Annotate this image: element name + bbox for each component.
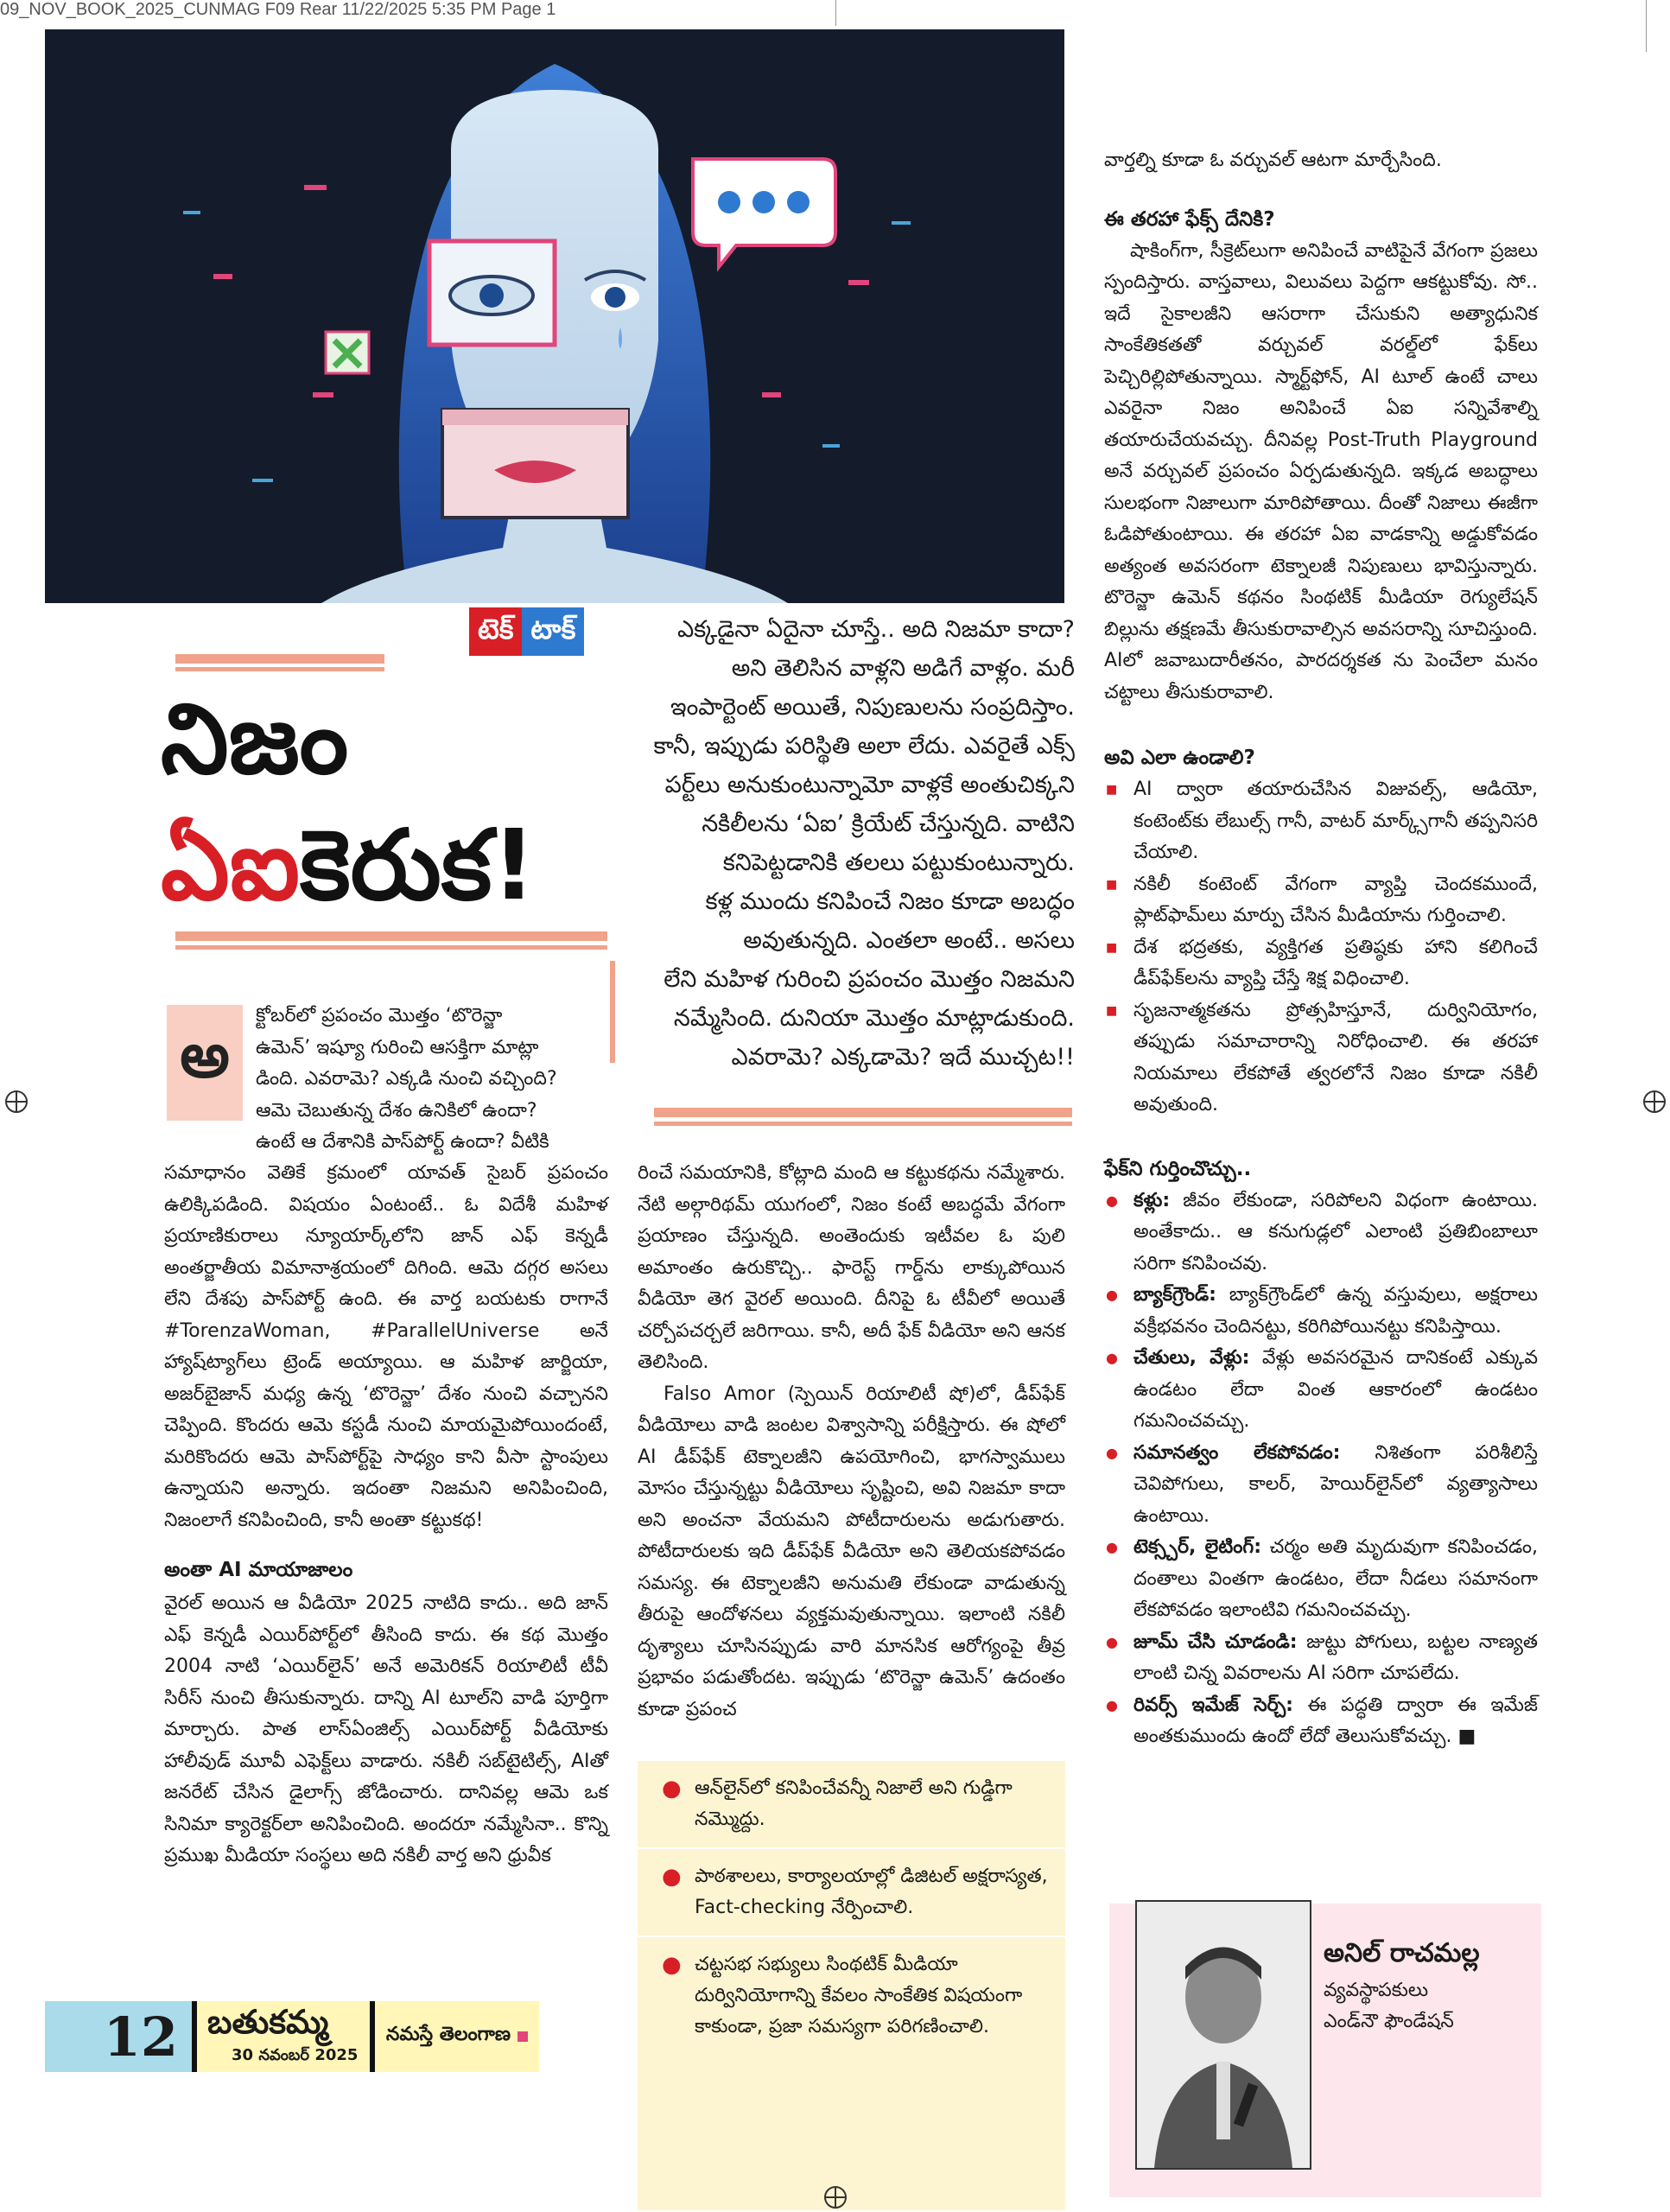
author-role: వ్యవస్థాపకులు <box>1324 1980 1429 2001</box>
detect-value: బ్యాక్‌గ్రౌండ్‌లో ఉన్న వస్తువులు, అక్షరాలు వక్రీభవనం చెందినట్టు, కరిగిపోయినట్టు కనిపిస్తాయి. <box>1133 1284 1538 1338</box>
col3-intro: వార్తల్ని కూడా ఓ వర్చువల్‌ ఆటగా మార్చేసింది. <box>1104 149 1442 171</box>
rules-list <box>1104 774 1538 1122</box>
newspaper-name: నమస్తే తెలంగాణ <box>385 2024 511 2045</box>
pull-line: నకిలీలను ‘ఏఐ’ క్రియేట్‌ చేస్తున్నది. వాటిని <box>702 810 1075 837</box>
col3-para1: షాకింగ్‌గా, సీక్రెట్‌లుగా అనిపించే వాటిపైనే వేగంగా ప్రజలు స్పందిస్తారు. వాస్తవాలు, విలువలు పెద్దగా ఆకట్టుకోవు. సో.. ఇదే సైకాలజీని ఆసరాగా చేసుకుని అత్యాధునిక సాంకేతికతతో వర్చువల్‌ వరల్డ్‌లో ఫేక్‌లు పెచ్చిరిల్లిపోతున్నాయి. స్మార్ట్‌ఫోన్‌, AI టూల్‌ ఉంటే చాలు ఎవరైనా నిజం అనిపించే ఏఐ సన్నివేశాల్ని తయారుచేయవచ్చు. దీనివల్ల Post-Truth Playground అనే వర్చువల్‌ ప్రపంచం ఏర్పడుతున్నది. ఇక్కడ అబద్ధాలు సులభంగా నిజాలుగా మారిపోతాయి. దీంతో నిజాలు ఈజీగా ఓడిపోతుంటాయి. ఈ తరహా ఏఐ వాడకాన్ని అడ్డుకోవడం అత్యంత అవసరంగా టెక్నాలజీ నిపుణులు భావిస్తున్నారు. టొరెన్జా ఉమెన్‌ కథనం సింథటిక్‌ మీడియా రెగ్యులేషన్‌ బిల్లును తక్షణమే తీసుకురావాల్సిన అవసరాన్ని సూచిస్తుంది. AIలో జవాబుదారీతనం, పారదర్శకత ను పెంచేలా మనం చట్టాలు తీసుకురావాలి. <box>1104 239 1538 703</box>
intro-lines <box>256 1001 608 1159</box>
col1-subheading: అంతా AI మాయాజాలం <box>164 1559 353 1581</box>
author-name: అనిల్‌ రాచమల్ల <box>1324 1938 1480 1968</box>
col2-para2: Falso Amor (స్పెయిన్‌ రియాలిటీ షో)లో, డీప్‌ఫేక్‌ వీడియోలు వాడి జంటల విశ్వాసాన్ని పరీక్షిస్తారు. ఈ షోలో AI డీప్‌ఫేక్‌ టెక్నాలజీని ఉపయోగించి, భాగస్వాములు మోసం చేస్తున్నట్టు వీడియోలు సృష్టించి, అవి నిజమా కాదా అని అంచనా వేయమని పోటీదారులను అడుగుతారు. పోటీదారులకు ఇది డీప్‌ఫేక్‌ వీడియో అని తెలియకపోవడం సమస్య. ఈ టెక్నాలజీని అనుమతి లేకుండా వాడుతున్న తీరుపై ఆందోళనలు వ్యక్తమవుతున్నాయి. ఇలాంటి నకిలీ దృశ్యాలు చూసినప్పుడు వారి మానసిక ఆరోగ్యంపై తీవ్ర ప్రభావం పడుతోందట. ఇప్పుడు ‘టొరెన్జా ఉమెన్‌’ ఉదంతం కూడా ప్రపంచ <box>638 1382 1065 1720</box>
col3-subheading-1: ఈ తరహా ఫేక్స్‌ దేనికి? <box>1104 207 1275 231</box>
column-2 <box>638 1158 1065 1726</box>
rule-item: ■ దేశ భద్రతకు, వ్యక్తిగత ప్రతిష్ఠకు హాని కలిగించే డీప్‌ఫేక్‌లను వ్యాప్తి చేస్తే శిక్ష విధించాలి. <box>1104 932 1538 995</box>
intro-line: ఉంటే ఆ దేశానికి పాస్‌పోర్ట్‌ ఉందా? వీటికి <box>256 1131 549 1153</box>
pull-line: అని తెలిసిన వాళ్లని అడిగే వాళ్లం. మరీ <box>731 655 1075 682</box>
tag-part2: టాక్ <box>522 607 584 656</box>
tip-item: ● పాఠశాలలు, కార్యాలయాల్లో డిజిటల్‌ అక్షరాస్యత, Fact-checking నేర్పించాలి. <box>638 1849 1065 1937</box>
pull-line: లేని మహిళ గురించి ప్రపంచం మొత్తం నిజమని <box>664 966 1075 993</box>
pull-line: కనిపెట్టడానికి తలలు పట్టుకుంటున్నారు. <box>722 849 1075 876</box>
detect-value: నిశితంగా పరిశీలిస్తే చెవిపోగులు, కాలర్‌, హెయిర్‌లైన్‌లో వ్యత్యాసాలు ఉంటాయి. <box>1133 1441 1538 1527</box>
detect-key: సమానత్వం లేకపోవడం: <box>1133 1441 1341 1464</box>
tip-text: చట్టసభ సభ్యులు సింథటిక్‌ మీడియా దుర్వినియోగాన్ని కేవలం సాంకేతిక విషయంగా కాకుండా, ప్రజా సమస్యగా పరిగణించాలి. <box>695 1954 1023 2037</box>
pull-line: ఎవరామె? ఎక్కడామె? ఇదే ముచ్చట!! <box>731 1044 1075 1071</box>
headline-rest: కెరుక! <box>300 810 537 922</box>
detect-list <box>1104 1185 1538 1753</box>
pull-rule-thin <box>654 1122 1072 1126</box>
column-1 <box>164 1158 608 1872</box>
issue-date: 30 నవంబర్‌ 2025 <box>232 2046 359 2064</box>
pull-accent-bar <box>610 961 615 1063</box>
headline-red: ఏఐ <box>161 810 301 922</box>
detect-item <box>1104 1280 1538 1343</box>
footer-page-block <box>45 2001 192 2072</box>
author-org: ఎండ్‌నౌ ఫౌండేషన్‌ <box>1324 2011 1454 2032</box>
headline-rule-top <box>175 654 384 664</box>
col1-para2: వైరల్‌ అయిన ఆ వీడియో 2025 నాటిది కాదు.. అది జాన్‌ ఎఫ్‌ కెన్నడీ ఎయిర్‌పోర్ట్‌లో తీసింది కాదు. ఈ కథ మొత్తం 2004 నాటి ‘ఎయిర్‌లైన్‌’ అనే అమెరికన్‌ రియాలిటీ టీవీ సిరీస్‌ నుంచి తీసుకున్నారు. దాన్ని AI టూల్‌ని వాడి పూర్తిగా మార్చారు. పాత లాస్‌ఏంజిల్స్‌ ఎయిర్‌పోర్ట్‌ వీడియోకు హాలీవుడ్‌ మూవీ ఎఫెక్ట్‌లు వాడారు. నకిలీ సబ్‌టైటిల్స్‌, AIతో జనరేట్‌ చేసిన డైలాగ్స్‌ జోడించారు. దానివల్ల ఆమె ఒక సినిమా క్యారెక్టర్‌లా అనిపించింది. అందరూ నమ్మేసినా.. కొన్ని ప్రముఖ మీడియా సంస్థలు అది నకిలీ వార్త అని ధ్రువీక <box>164 1592 608 1866</box>
tip-item: ● చట్టసభ సభ్యులు సింథటిక్‌ మీడియా దుర్వినియోగాన్ని కేవలం సాంకేతిక విషయంగా కాకుండా, ప్రజా సమస్యగా పరిగణించాలి. <box>662 1952 1023 2037</box>
detect-value: జీవం లేకుండా, సరిపోలని విధంగా ఉంటాయి. అంతేకాదు.. ఆ కనుగుడ్లలో ఎలాంటి ప్రతిబింబాలూ సరిగా కనిపించవు. <box>1133 1189 1538 1274</box>
crop-mark <box>835 0 836 26</box>
section-tag <box>469 607 584 656</box>
print-slug: 09_NOV_BOOK_2025_CUNMAG F09 Rear 11/22/2025 5:35 PM Page 1 <box>0 0 556 19</box>
detect-key: టెక్స్చర్‌, లైటింగ్‌: <box>1133 1536 1261 1558</box>
page-footer <box>45 2001 606 2072</box>
tag-part1: టెక్ <box>469 607 522 656</box>
detect-item <box>1104 1627 1538 1690</box>
detect-item <box>1104 1690 1538 1753</box>
magazine-name: బతుకమ్మ <box>207 2003 329 2041</box>
detect-value: చర్మం అతి మృదువుగా కనిపించడం, దంతాలు వింతగా ఉండటం, లేదా నీడలు సమానంగా లేకపోవడం ఇలాంటివి గమనించవచ్చు. <box>1133 1536 1539 1621</box>
tips-box <box>638 1761 1065 2210</box>
detect-item <box>1104 1532 1538 1627</box>
col3-subheading-3: ఫేక్‌ని గుర్తించొచ్చు.. <box>1104 1157 1252 1180</box>
pull-line: పర్ట్‌లు అనుకుంటున్నామో వాళ్లకే అంతుచిక్కని <box>664 772 1075 798</box>
author-portrait <box>1137 1902 1310 2168</box>
registration-mark-icon <box>3 1089 29 1115</box>
intro-line: క్టోబర్‌లో ప్రపంచం మొత్తం ‘టొరెన్జా <box>256 1005 503 1027</box>
footer-square <box>518 2031 528 2042</box>
pull-line: కళ్ల ముందు కనిపించే నిజం కూడా అబద్ధం <box>705 888 1075 915</box>
woman-face-deepfake-illustration <box>45 29 1064 603</box>
detect-item <box>1104 1438 1538 1533</box>
detect-key: చేతులు, వేళ్లు: <box>1133 1347 1250 1369</box>
col1-para1: సమాధానం వెతికే క్రమంలో యావత్‌ సైబర్‌ ప్రపంచం ఉలిక్కిపడింది. విషయం ఏంటంటే.. ఓ విదేశీ మహిళ ప్రయాణికురాలు న్యూయార్క్‌లోని జాన్‌ ఎఫ్‌ కెన్నడీ అంతర్జాతీయ విమానాశ్రయంలో దిగింది. ఆమె దగ్గర అసలు లేని దేశపు పాస్‌పోర్ట్‌ ఉంది. ఈ వార్త బయటకు రాగానే #TorenzaWoman, #ParallelUniverse అనే హ్యాష్‌ట్యాగ్‌లు ట్రెండ్‌ అయ్యాయి. ఆ మహిళ జార్జియా, అజర్‌బైజాన్‌ మధ్య ఉన్న ‘టొరెన్జా’ దేశం నుంచి వచ్చానని చెప్పింది. కొందరు ఆమె కస్టడీ నుంచి మాయమైపోయిందంటే, మరికొందరు ఆమె పాస్‌పోర్ట్‌పై సాధ్యం కాని వీసా స్టాంపులు ఉన్నాయని అన్నారు. ఇదంతా నిజమని అనిపించింది, నిజంలాగే కనిపించింది, కానీ అంతా కట్టుకథ! <box>164 1162 608 1531</box>
intro-line: డింది. ఎవరామె? ఎక్కడి నుంచి వచ్చింది? <box>256 1068 557 1090</box>
registration-mark-icon <box>822 2184 848 2210</box>
footer-magazine-block <box>197 2001 370 2072</box>
rule-item: ■ సృజనాత్మకతను ప్రోత్సహిస్తూనే, దుర్వినియోగం, తప్పుడు సమాచారాన్ని నిరోధించాలి. ఈ తరహా నియమాలు లేకపోతే త్వరలోనే నిజం కూడా నకిలీ అవుతుంది. <box>1104 995 1538 1122</box>
footer-paper-block <box>375 2001 539 2072</box>
headline-line1: నిజం <box>161 683 349 796</box>
headline-rule-bottom-thin <box>175 945 607 950</box>
tip-text: ఆన్‌లైన్‌లో కనిపించేవన్నీ నిజాలే అని గుడ్డిగా నమ్మొద్దు. <box>695 1777 1013 1830</box>
detect-key: బ్యాక్‌గ్రౌండ్‌: <box>1133 1284 1216 1306</box>
author-box <box>1109 1904 1541 2197</box>
detect-value: జుట్టు పోగులు, బట్టల నాణ్యత లాంటి చిన్న వివరాలను AI సరిగా చూపలేదు. <box>1133 1630 1538 1684</box>
col3-subheading-2: అవి ఎలా ఉండాలి? <box>1104 747 1255 769</box>
detect-item <box>1104 1185 1538 1281</box>
detect-key: రివర్స్‌ ఇమేజ్‌ సెర్చ్‌: <box>1133 1694 1293 1716</box>
pull-rule <box>654 1108 1072 1117</box>
headline-rule-top-thin <box>175 667 384 671</box>
headline-line2 <box>161 810 537 922</box>
pull-text <box>627 610 1075 1077</box>
pull-line: ఇంపార్టెంట్‌ అయితే, నిపుణులను సంప్రదిస్తాం. <box>670 694 1075 721</box>
pull-line: అవుతున్నది. ఎంతలా అంటే.. అసలు <box>743 927 1075 954</box>
headline-rule-bottom <box>175 931 607 941</box>
tip-item: ● ఆన్‌లైన్‌లో కనిపించేవన్నీ నిజాలే అని గుడ్డిగా నమ్మొద్దు. <box>638 1761 1065 1849</box>
intro-line: ఆమె చెబుతున్న దేశం ఉనికిలో ఉందా? <box>256 1099 537 1122</box>
rule-item: ■ AI ద్వారా తయారుచేసిన విజువల్స్‌, ఆడియో, కంటెంట్‌కు లేబుల్స్‌ గానీ, వాటర్‌ మార్క్స్‌గానీ తప్పనిసరి చేయాలి. <box>1104 774 1538 869</box>
detect-value: వేళ్లు అవసరమైన దానికంటే ఎక్కువ ఉండటం లేదా వింత ఆకారంలో ఉండటం గమనించవచ్చు. <box>1133 1347 1538 1432</box>
hero-illustration <box>45 29 1064 603</box>
detect-key: జూమ్‌ చేసి చూడండి: <box>1133 1630 1298 1653</box>
detect-value: ఈ పద్ధతి ద్వారా ఈ ఇమేజ్‌ అంతకుముందు ఉందో లేదో తెలుసుకోవచ్చు. ■ <box>1133 1694 1538 1747</box>
pull-line: కానీ, ఇప్పుడు పరిస్థితి అలా లేదు. ఎవరైతే ఎక్స్‌ <box>653 733 1075 760</box>
rule-item: ■ నకిలీ కంటెంట్‌ వేగంగా వ్యాప్తి చెందకముందే, ప్లాట్‌ఫామ్‌లు మార్పు చేసిన మీడియాను గుర్తించాలి. <box>1104 869 1538 932</box>
crop-mark <box>1646 0 1647 52</box>
author-photo <box>1135 1900 1311 2170</box>
drop-cap: అ <box>167 1005 243 1121</box>
pull-line: ఎక్కడైనా ఏదైనా చూస్తే.. అది నిజమా కాదా? <box>676 616 1075 643</box>
tip-text: పాఠశాలలు, కార్యాలయాల్లో డిజిటల్‌ అక్షరాస్యత, Fact-checking నేర్పించాలి. <box>695 1866 1048 1918</box>
detect-item <box>1104 1343 1538 1438</box>
col2-para1: రించే సమయానికి, కోట్లాది మంది ఆ కట్టుకథను నమ్మేశారు. నేటి అల్గారిథమ్‌ యుగంలో, నిజం కంటే అబద్ధమే వేగంగా ప్రయాణం చేస్తున్నది. అంతెందుకు ఇటీవల ఓ పులి అమాంతం ఉరుకొచ్చి.. ఫారెస్ట్‌ గార్డ్‌ను లాక్కుపోయిన వీడియో తెగ వైరల్‌ అయింది. దీనిపై ఓ టీవీలో అయితే చర్చోపచర్చలే జరిగాయి. కానీ, అదీ ఫేక్‌ వీడియో అని ఆనక తెలిసింది. <box>638 1162 1065 1373</box>
page-number: 12 <box>103 2005 178 2069</box>
registration-mark-icon <box>1641 1089 1667 1115</box>
pull-line: నమ్మేసింది. దునియా మొత్తం మాట్లాడుకుంది. <box>673 1005 1075 1032</box>
intro-line: ఉమెన్’ ఇష్యూ గురించి ఆసక్తిగా మాట్లా <box>256 1036 539 1058</box>
detect-key: కళ్లు: <box>1133 1189 1171 1211</box>
column-3 <box>1104 145 1538 1753</box>
